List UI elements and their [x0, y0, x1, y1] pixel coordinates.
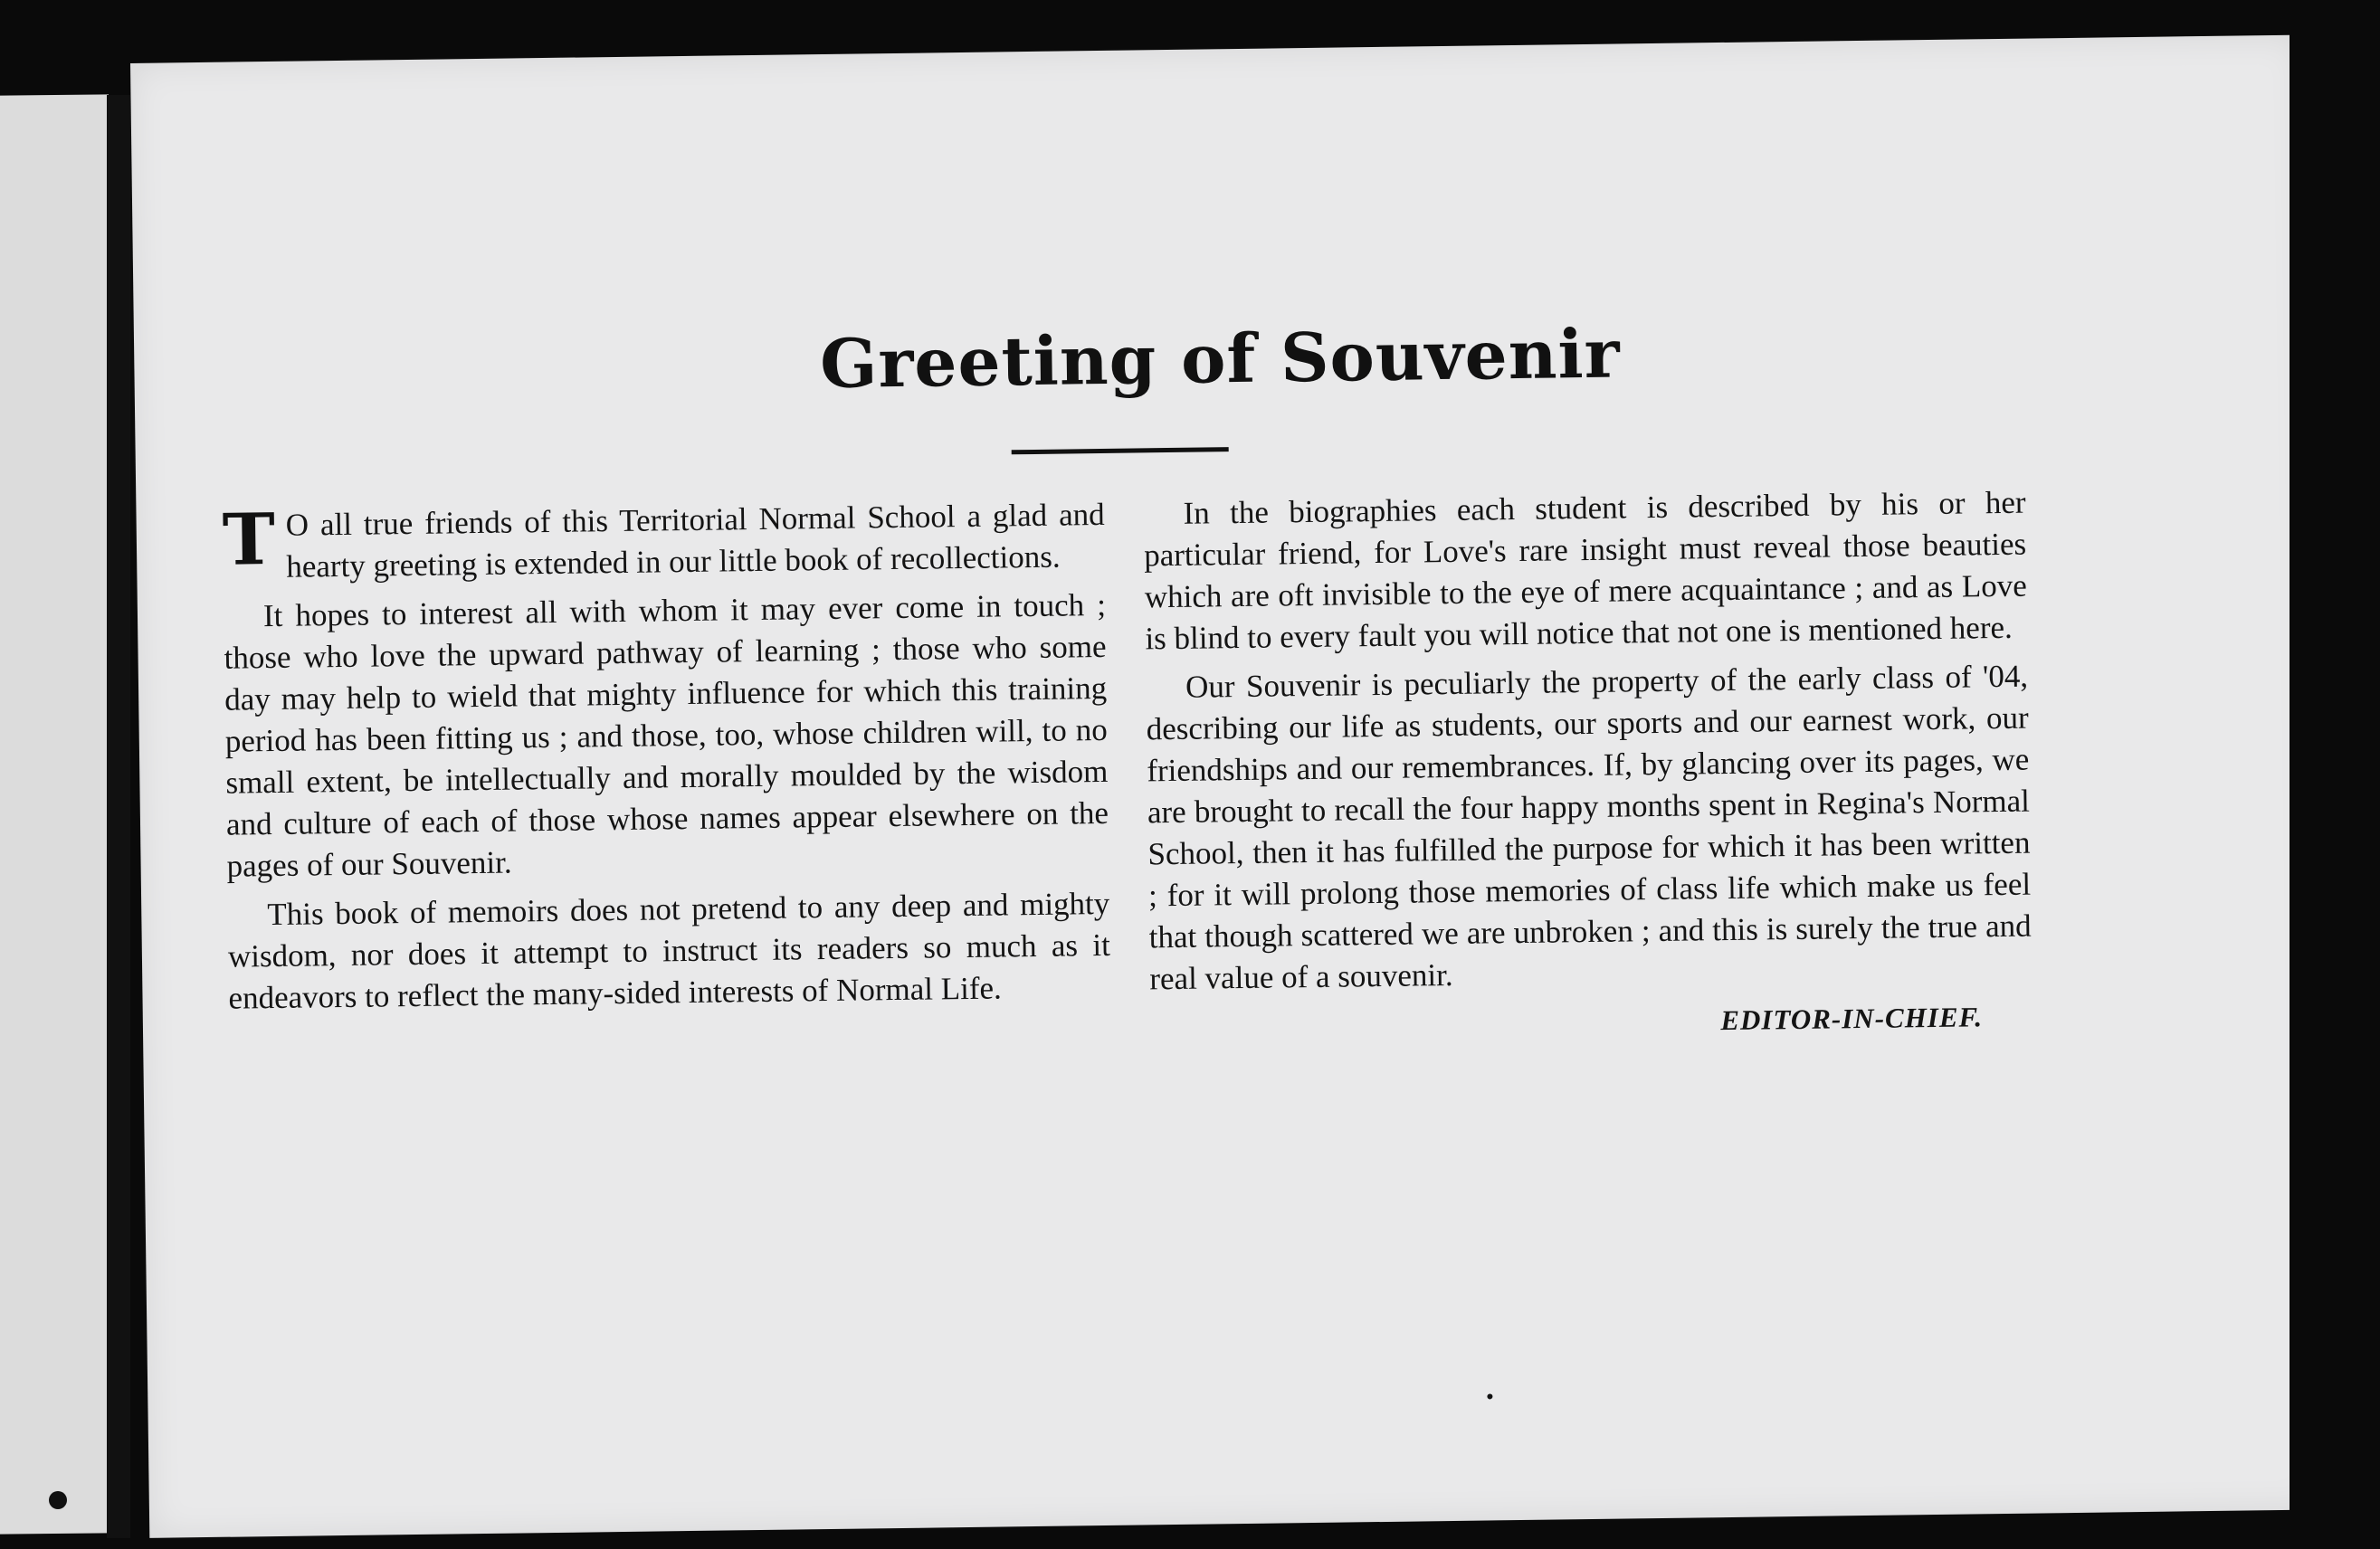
paragraph-5: Our Souvenir is peculiarly the property of the early class of '04, describing our life as students, our sports and our earnest work, our friendships and our remembrances. If, by glancing over its pages, we are brought to recall the four happy months spent in Regina's Normal School, then it has fulfilled the purpose for which it has been written ; for it will prolong those memories of class life which make us feel that though scattered we are unbroken ; and this is surely the true and real value of a souvenir. — [1146, 658, 2032, 997]
paragraph-3: This book of memoirs does not pretend to any deep and mighty wisdom, nor does it attempt to instruct its readers so much as it endeavors to reflect the many-sided interests of Normal Life. — [227, 885, 1111, 1016]
drop-cap: T — [222, 498, 276, 582]
paragraph-1-text: O all true friends of this Territorial Normal School a glad and hearty greeting is extended in our little book of recollections. — [285, 496, 1105, 584]
paragraph-1 — [222, 494, 1105, 589]
facing-page-edge — [0, 94, 109, 1534]
left-column — [222, 494, 1110, 1027]
book-page — [130, 35, 2321, 1538]
scan-border — [2290, 0, 2380, 1549]
paragraph-4: In the biographies each student is described by his or her particular friend, for Love's rare insight must reveal those beauties which are oft invisible to the eye of mere acquaintance ; and as Love is blind to every fault you will notice that not one is mentioned here. — [1143, 484, 2027, 657]
signature: EDITOR-IN-CHIEF. — [1720, 1001, 1984, 1037]
page-speck — [49, 1491, 67, 1509]
right-column — [1143, 482, 2033, 1057]
paragraph-2: It hopes to interest all with whom it may ever come in touch ; those who love the upward pathway of learning ; those who some day may help to wield that mighty influence for which this training period has been fitting us ; and those, too, whose children will, to no small extent, be intellectually and morally moulded by the wisdom and culture of each of those whose names appear elsewhere on the pages of our Souvenir. — [224, 586, 1109, 884]
page-speck — [1487, 1393, 1492, 1399]
title-rule — [1012, 447, 1229, 454]
book-gutter — [107, 95, 130, 1538]
page-title: Greeting of Souvenir — [819, 315, 1622, 404]
